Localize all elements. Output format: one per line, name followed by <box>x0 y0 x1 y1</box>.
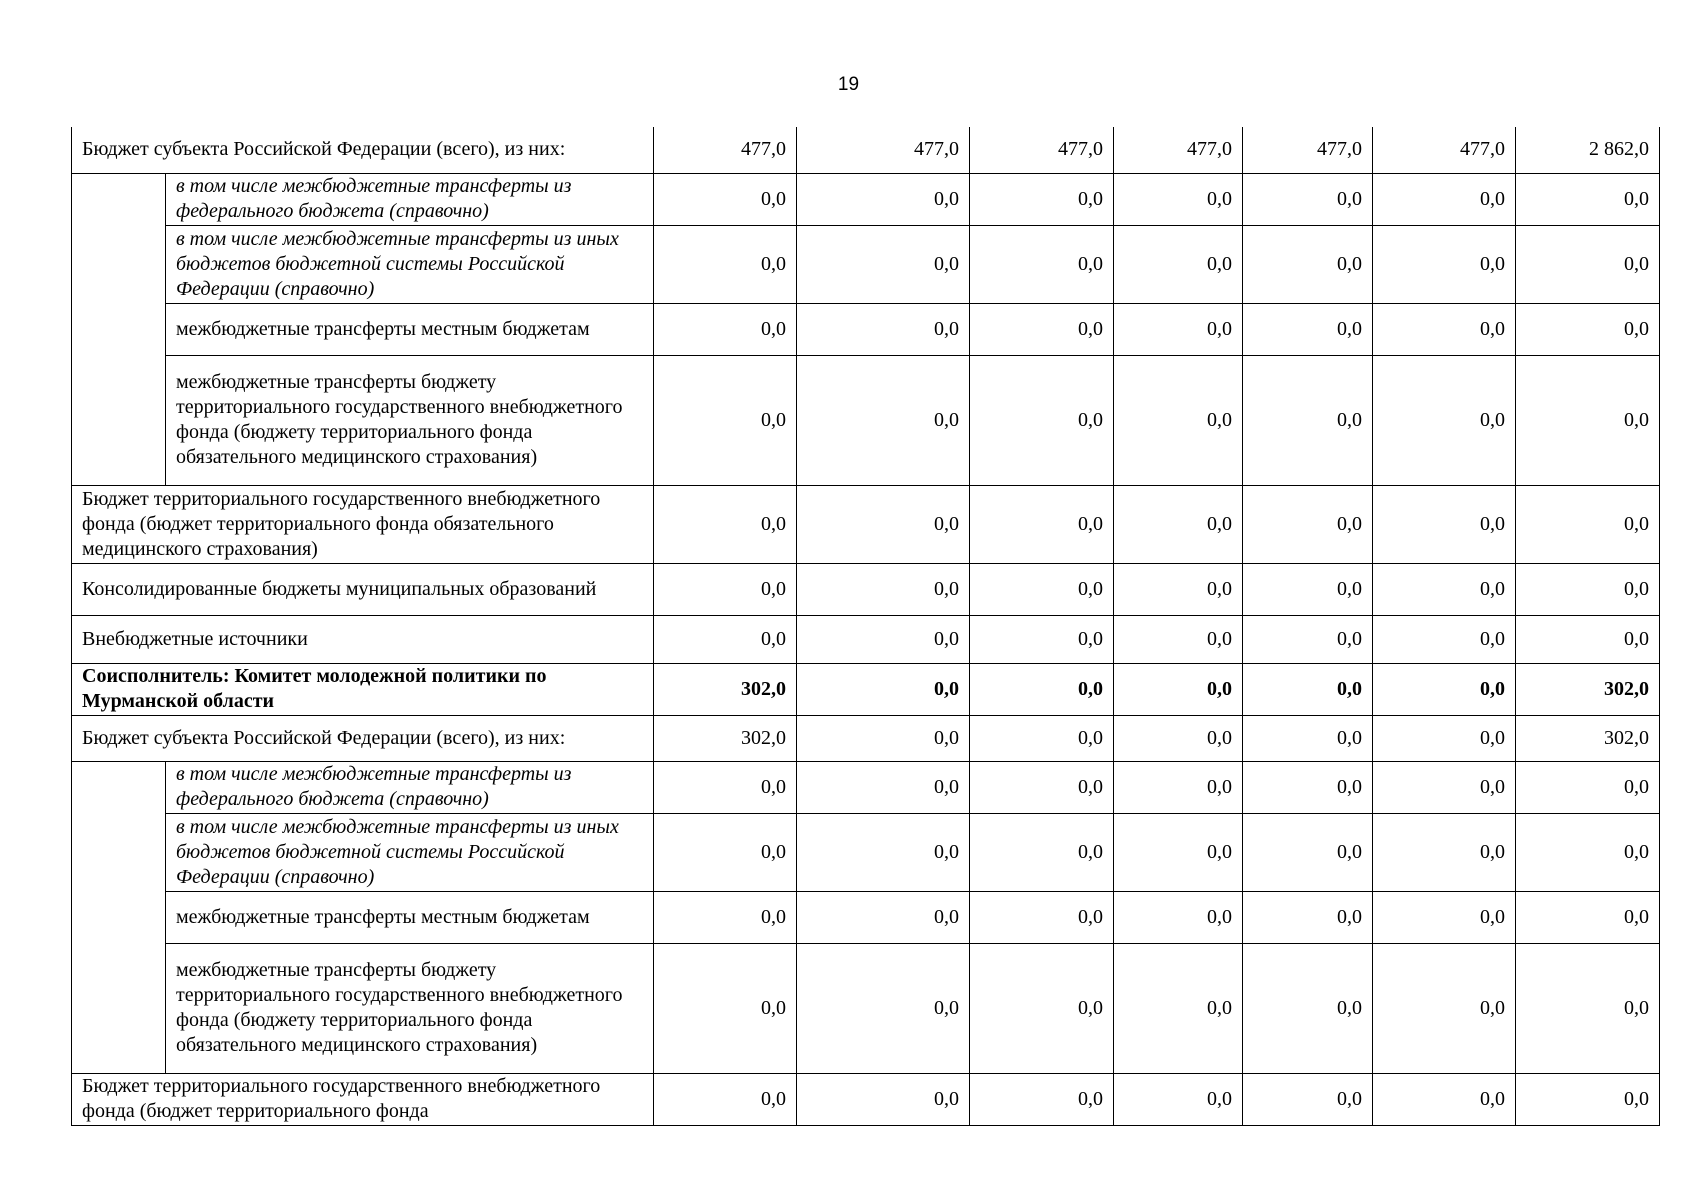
value-cell: 0,0 <box>1114 1073 1243 1125</box>
value-cell: 0,0 <box>1243 813 1373 891</box>
value-cell: 0,0 <box>1243 355 1373 485</box>
value-cell: 0,0 <box>1516 615 1660 663</box>
value-cell: 0,0 <box>654 485 797 563</box>
value-cell: 0,0 <box>1516 303 1660 355</box>
value-cell: 0,0 <box>1516 225 1660 303</box>
value-cell: 0,0 <box>1516 943 1660 1073</box>
row-label: в том числе межбюджетные трансферты из иных бюджетов бюджетной системы Российской Федерации (справочно) <box>166 813 654 891</box>
value-cell: 0,0 <box>797 485 970 563</box>
row-label: Внебюджетные источники <box>72 615 654 663</box>
value-cell: 0,0 <box>1243 615 1373 663</box>
value-cell: 0,0 <box>1114 943 1243 1073</box>
value-cell: 0,0 <box>1114 813 1243 891</box>
value-cell: 0,0 <box>1373 485 1516 563</box>
value-cell: 0,0 <box>970 173 1114 225</box>
row-label: Бюджет территориального государственного внебюджетного фонда (бюджет территориального фонда <box>72 1073 654 1125</box>
value-cell: 0,0 <box>1516 485 1660 563</box>
value-cell: 0,0 <box>1373 563 1516 615</box>
row-label: межбюджетные трансферты бюджету территориального государственного внебюджетного фонда (бюджету территориального фонда обязательного медицинского страхования) <box>166 943 654 1073</box>
value-cell: 302,0 <box>1516 663 1660 715</box>
value-cell: 0,0 <box>1373 225 1516 303</box>
row-label: в том числе межбюджетные трансферты из федерального бюджета (справочно) <box>166 761 654 813</box>
value-cell: 0,0 <box>1373 355 1516 485</box>
value-cell: 0,0 <box>1373 715 1516 761</box>
value-cell: 0,0 <box>1243 891 1373 943</box>
value-cell: 0,0 <box>654 943 797 1073</box>
value-cell: 0,0 <box>1516 1073 1660 1125</box>
page-number: 19 <box>837 74 860 95</box>
table-row <box>72 485 1660 563</box>
value-cell: 0,0 <box>797 761 970 813</box>
table-row <box>72 225 1660 303</box>
value-cell: 0,0 <box>1243 303 1373 355</box>
value-cell: 302,0 <box>1516 715 1660 761</box>
value-cell: 0,0 <box>970 225 1114 303</box>
value-cell: 0,0 <box>1243 715 1373 761</box>
value-cell: 0,0 <box>1114 663 1243 715</box>
value-cell: 302,0 <box>654 663 797 715</box>
value-cell: 0,0 <box>797 303 970 355</box>
value-cell: 0,0 <box>1114 715 1243 761</box>
table-row <box>72 1073 1660 1125</box>
value-cell: 0,0 <box>797 225 970 303</box>
value-cell: 0,0 <box>1243 1073 1373 1125</box>
row-label: в том числе межбюджетные трансферты из федерального бюджета (справочно) <box>166 173 654 225</box>
value-cell: 2 862,0 <box>1516 127 1660 173</box>
value-cell: 477,0 <box>797 127 970 173</box>
value-cell: 0,0 <box>654 761 797 813</box>
value-cell: 0,0 <box>1243 485 1373 563</box>
value-cell: 0,0 <box>1114 355 1243 485</box>
budget-table-body <box>72 127 1660 1125</box>
value-cell: 0,0 <box>797 1073 970 1125</box>
value-cell: 0,0 <box>1516 563 1660 615</box>
table-row <box>72 715 1660 761</box>
budget-table <box>71 127 1660 1126</box>
value-cell: 0,0 <box>654 355 797 485</box>
value-cell: 0,0 <box>970 1073 1114 1125</box>
value-cell: 302,0 <box>654 715 797 761</box>
value-cell: 477,0 <box>1373 127 1516 173</box>
value-cell: 0,0 <box>1373 761 1516 813</box>
value-cell: 0,0 <box>797 813 970 891</box>
row-label: Бюджет субъекта Российской Федерации (всего), из них: <box>72 127 654 173</box>
table-row <box>72 663 1660 715</box>
table-row <box>72 943 1660 1073</box>
table-row <box>72 173 1660 225</box>
row-label: Бюджет территориального государственного внебюджетного фонда (бюджет территориального фонда обязательного медицинского страхования) <box>72 485 654 563</box>
table-row <box>72 127 1660 173</box>
value-cell: 0,0 <box>970 663 1114 715</box>
value-cell: 0,0 <box>797 663 970 715</box>
value-cell: 0,0 <box>797 715 970 761</box>
value-cell: 0,0 <box>654 173 797 225</box>
value-cell: 0,0 <box>654 615 797 663</box>
value-cell: 0,0 <box>654 891 797 943</box>
value-cell: 0,0 <box>1243 761 1373 813</box>
table-row <box>72 303 1660 355</box>
row-label: межбюджетные трансферты местным бюджетам <box>166 303 654 355</box>
value-cell: 0,0 <box>970 563 1114 615</box>
value-cell: 0,0 <box>1243 663 1373 715</box>
value-cell: 0,0 <box>797 355 970 485</box>
value-cell: 0,0 <box>1373 663 1516 715</box>
value-cell: 0,0 <box>1373 303 1516 355</box>
value-cell: 0,0 <box>1243 173 1373 225</box>
value-cell: 0,0 <box>1373 943 1516 1073</box>
value-cell: 0,0 <box>654 303 797 355</box>
value-cell: 0,0 <box>1114 225 1243 303</box>
value-cell: 477,0 <box>970 127 1114 173</box>
row-label: Консолидированные бюджеты муниципальных образований <box>72 563 654 615</box>
value-cell: 0,0 <box>1516 761 1660 813</box>
section-heading: Соисполнитель: Комитет молодежной политики по Мурманской области <box>72 663 654 715</box>
value-cell: 0,0 <box>1373 615 1516 663</box>
value-cell: 0,0 <box>654 563 797 615</box>
indent-cell <box>72 173 166 485</box>
value-cell: 0,0 <box>1114 891 1243 943</box>
row-label: в том числе межбюджетные трансферты из иных бюджетов бюджетной системы Российской Федерации (справочно) <box>166 225 654 303</box>
row-label: Бюджет субъекта Российской Федерации (всего), из них: <box>72 715 654 761</box>
value-cell: 477,0 <box>1114 127 1243 173</box>
value-cell: 0,0 <box>970 943 1114 1073</box>
value-cell: 0,0 <box>1114 563 1243 615</box>
value-cell: 0,0 <box>797 943 970 1073</box>
value-cell: 0,0 <box>1516 813 1660 891</box>
value-cell: 0,0 <box>970 891 1114 943</box>
table-row <box>72 813 1660 891</box>
value-cell: 0,0 <box>970 813 1114 891</box>
row-label: межбюджетные трансферты местным бюджетам <box>166 891 654 943</box>
value-cell: 0,0 <box>970 715 1114 761</box>
table-row <box>72 761 1660 813</box>
value-cell: 0,0 <box>1373 173 1516 225</box>
value-cell: 0,0 <box>1373 891 1516 943</box>
value-cell: 0,0 <box>970 355 1114 485</box>
value-cell: 0,0 <box>797 563 970 615</box>
value-cell: 0,0 <box>1114 485 1243 563</box>
table-row <box>72 615 1660 663</box>
table-row <box>72 563 1660 615</box>
value-cell: 0,0 <box>1516 891 1660 943</box>
value-cell: 0,0 <box>1114 761 1243 813</box>
value-cell: 477,0 <box>654 127 797 173</box>
value-cell: 0,0 <box>1516 173 1660 225</box>
value-cell: 0,0 <box>654 1073 797 1125</box>
value-cell: 0,0 <box>654 225 797 303</box>
value-cell: 0,0 <box>1243 225 1373 303</box>
value-cell: 0,0 <box>1114 615 1243 663</box>
value-cell: 0,0 <box>797 173 970 225</box>
table-row <box>72 355 1660 485</box>
value-cell: 0,0 <box>970 761 1114 813</box>
indent-cell <box>72 761 166 1073</box>
value-cell: 0,0 <box>1373 813 1516 891</box>
value-cell: 0,0 <box>1114 173 1243 225</box>
value-cell: 0,0 <box>970 485 1114 563</box>
value-cell: 0,0 <box>1516 355 1660 485</box>
value-cell: 0,0 <box>797 615 970 663</box>
value-cell: 477,0 <box>1243 127 1373 173</box>
value-cell: 0,0 <box>1243 563 1373 615</box>
value-cell: 0,0 <box>970 615 1114 663</box>
value-cell: 0,0 <box>654 813 797 891</box>
row-label: межбюджетные трансферты бюджету территориального государственного внебюджетного фонда (бюджету территориального фонда обязательного медицинского страхования) <box>166 355 654 485</box>
value-cell: 0,0 <box>797 891 970 943</box>
value-cell: 0,0 <box>1114 303 1243 355</box>
value-cell: 0,0 <box>1373 1073 1516 1125</box>
value-cell: 0,0 <box>1243 943 1373 1073</box>
value-cell: 0,0 <box>970 303 1114 355</box>
table-row <box>72 891 1660 943</box>
